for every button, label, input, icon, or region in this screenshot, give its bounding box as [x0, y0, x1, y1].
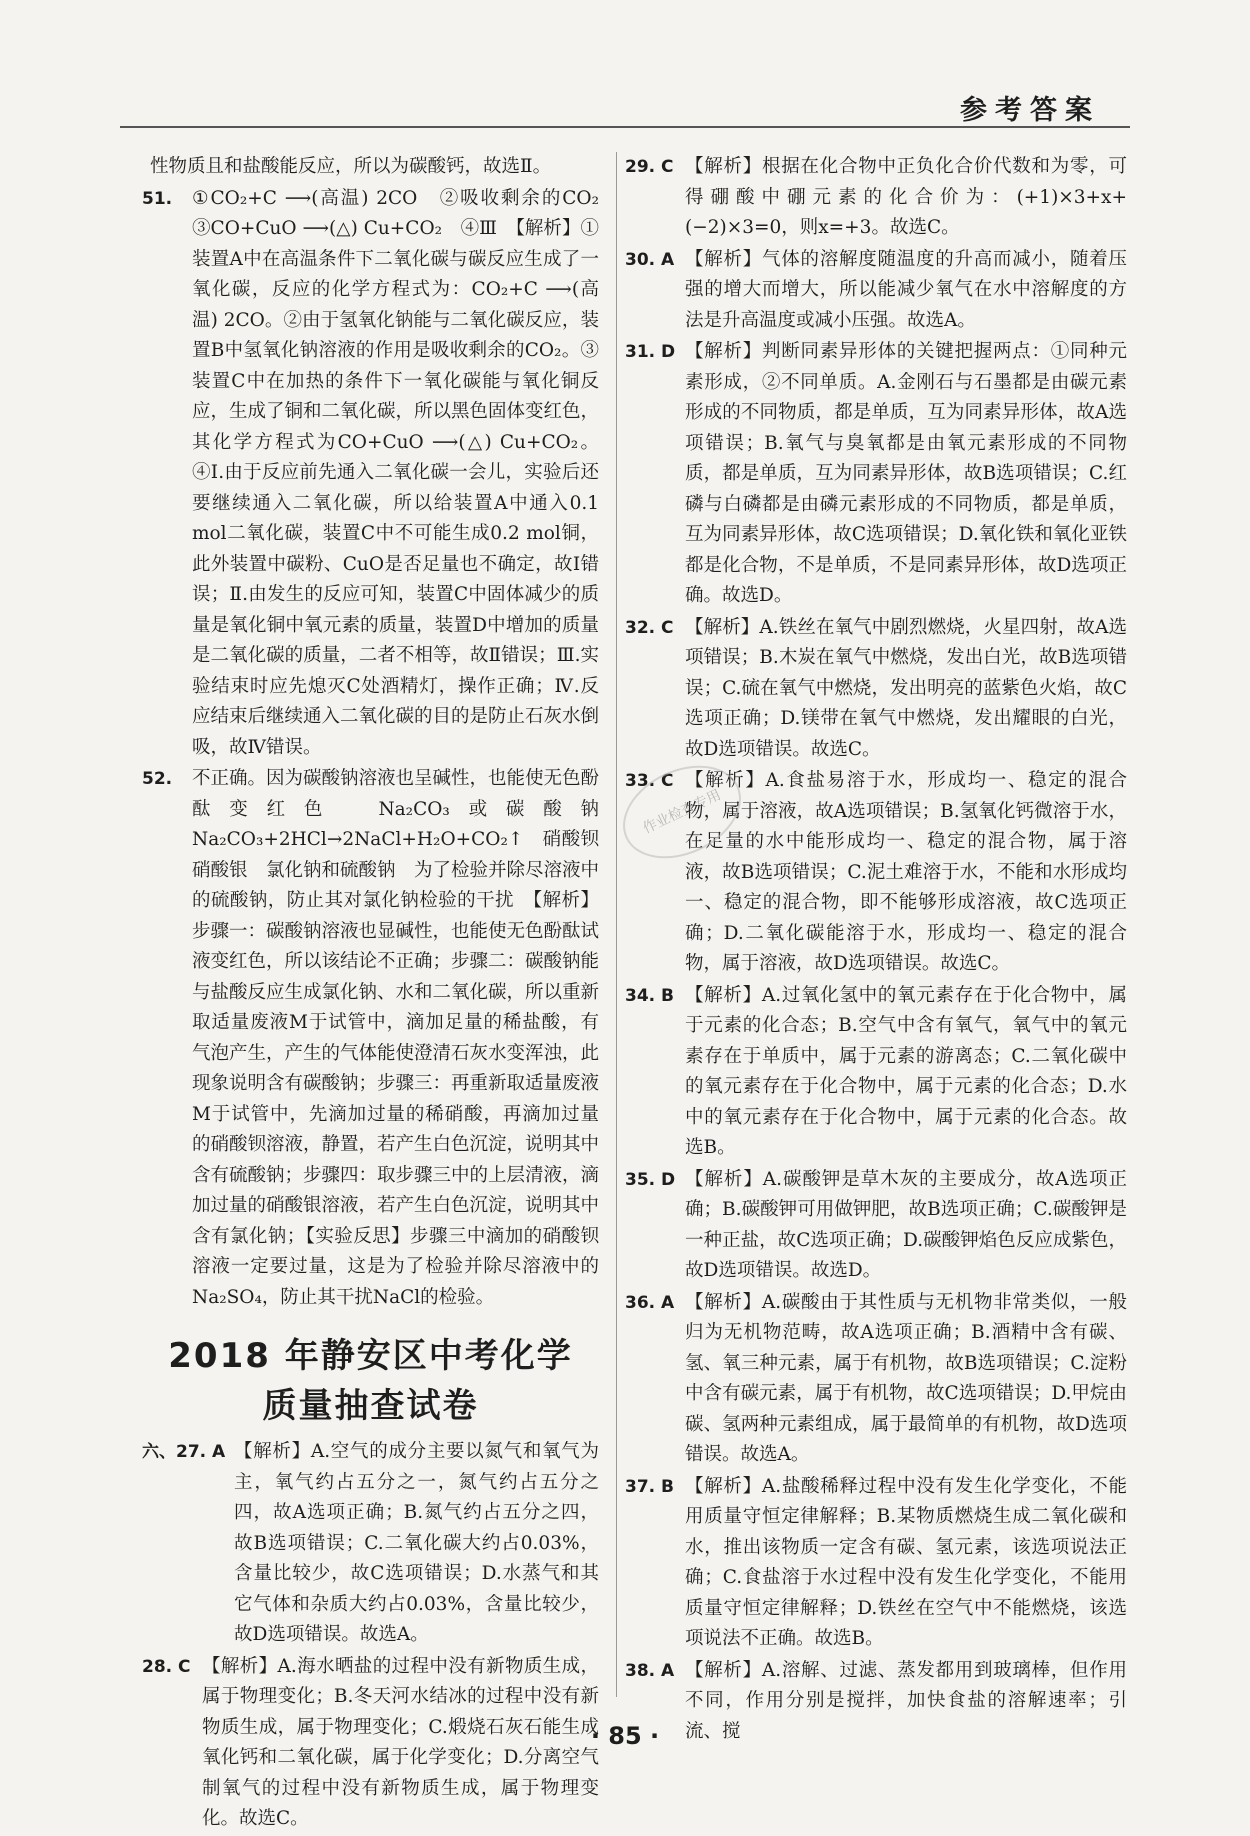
entry-number: 29. C [625, 157, 674, 177]
entry-text: 【解析】A.铁丝在氧气中剧烈燃烧，火星四射，故A选项错误；B.木炭在氧气中燃烧，发出白光，故B选项错误；C.硫在氧气中燃烧，发出明亮的蓝紫色火焰，故C选项正确；D.镁带在氧气中燃烧，发出耀眼的白光，故D选项错误。故选C。 [685, 616, 1127, 760]
entry-text: 【解析】A.海水晒盐的过程中没有新物质生成，属于物理变化；B.冬天河水结冰的过程中没有新物质生成，属于物理变化；C.煅烧石灰石能生成氧化钙和二氧化碳，属于化学变化；D.分离空气制氧气的过程中没有新物质生成，属于物理变化。故选C。 [202, 1655, 599, 1829]
answer-entry-29 [625, 152, 1127, 244]
right-column [625, 152, 1127, 1748]
section-title [142, 1331, 599, 1431]
entry-number: 52. [142, 769, 173, 789]
entry-text: 【解析】气体的溶解度随温度的升高而减小，随着压强的增大而增大，所以能减少氧气在水中溶解度的方法是升高温度或减小压强。故选A。 [685, 248, 1127, 331]
answer-entry-36 [625, 1288, 1127, 1471]
answer-entry-32 [625, 613, 1127, 766]
entry-text: 【解析】A.碳酸钾是草木灰的主要成分，故A选项正确；B.碳酸钾可用做钾肥，故B选项正确；C.碳酸钾是一种正盐，故C选项正确；D.碳酸钾焰色反应成紫色，故D选项错误。故选D。 [685, 1168, 1127, 1281]
answer-entry-27 [142, 1437, 599, 1651]
entry-number: 六、27. A [142, 1442, 226, 1462]
answer-entry-50-continued [142, 152, 599, 183]
entry-number: 28. C [142, 1656, 191, 1677]
entry-number: 35. D [625, 1169, 676, 1190]
left-column [142, 152, 618, 1836]
section-title-line-1: 2018 年静安区中考化学 [168, 1336, 573, 1376]
entry-number: 33. C [625, 771, 674, 791]
entry-number: 37. B [625, 1476, 674, 1497]
entry-text: ①CO₂+C ⟶(高温) 2CO ②吸收剩余的CO₂ ③CO+CuO ⟶(△) Cu+CO₂ ④Ⅲ 【解析】①装置A中在高温条件下二氧化碳与碳反应生成了一氧化碳，反应的化学方程式为：CO₂+C ⟶(高温) 2CO。②由于氢氧化钠能与二氧化碳反应，装置B中氢氧化钠溶液的作用是吸收剩余的CO₂。③装置C中在加热的条件下一氧化碳能与氧化铜反应，生成了铜和二氧化碳，所以黑色固体变红色，其化学方程式为CO+CuO ⟶(△) Cu+CO₂。④Ⅰ.由于反应前先通入二氧化碳一会儿，实验后还要继续通入二氧化碳，所以给装置A中通入0.1 mol二氧化碳，装置C中不可能生成0.2 mol铜，此外装置中碳粉、CuO是否足量也不确定，故Ⅰ错误；Ⅱ.由发生的反应可知，装置C中固体减少的质量是氧化铜中氧元素的质量，装置D中增加的质量是二氧化碳的质量，二者不相等，故Ⅱ错误；Ⅲ.实验结束时应先熄灭C处酒精灯，操作正确；Ⅳ.反应结束后继续通入二氧化碳的目的是防止石灰水倒吸，故Ⅳ错误。 [192, 187, 618, 758]
entry-number: 34. B [625, 985, 674, 1006]
header-title: 参考答案 [960, 95, 1100, 126]
entry-text: 【解析】判断同素异形体的关键把握两点：①同种元素形成，②不同单质。A.金刚石与石墨都是由碳元素形成的不同物质，都是单质，互为同素异形体，故A选项错误；B.氧气与臭氧都是由氧元素形成的不同物质，都是单质，互为同素异形体，故B选项错误；C.红磷与白磷都是由磷元素形成的不同物质，都是单质，互为同素异形体，故C选项错误；D.氧化铁和氧化亚铁都是化合物，不是单质，不是同素异形体，故D选项正确。故选D。 [685, 341, 1127, 606]
entry-text: 【解析】A.盐酸稀释过程中没有发生化学变化，不能用质量守恒定律解释；B.某物质燃烧生成二氧化碳和水，推出该物质一定含有碳、氢元素，该选项说法正确；C.食盐溶于水过程中没有发生化学变化，不能用质量守恒定律解释；D.铁丝在空气中不能燃烧，该选项说法不正确。故选B。 [685, 1475, 1127, 1649]
page-number: · 85 · [590, 1722, 660, 1750]
entry-text: 【解析】A.过氧化氢中的氧元素存在于化合物中，属于元素的化合态；B.空气中含有氧气，氧气中的氧元素存在于单质中，属于元素的游离态；C.二氧化碳中的氧元素存在于化合物中，属于元素的化合态；D.水中的氧元素存在于化合物中，属于元素的化合态。故选B。 [685, 984, 1127, 1158]
answer-entry-51 [142, 184, 618, 764]
answer-entry-34 [625, 981, 1127, 1164]
answer-entry-31 [625, 337, 1127, 612]
entry-number: 30. A [625, 249, 675, 270]
entry-number: 31. D [625, 342, 676, 362]
entry-number: 51. [142, 188, 173, 209]
entry-text: 不正确。因为碳酸钠溶液也呈碱性，也能使无色酚酞变红色 Na₂CO₃或碳酸钠 Na₂CO₃+2HCl→2NaCl+H₂O+CO₂↑ 硝酸钡 硝酸银 氯化钠和硫酸钠 为了检验并除尽溶液中的硫酸钠，防止其对氯化钠检验的干扰 【解析】步骤一：碳酸钠溶液也显碱性，也能使无色酚酞试液变红色，所以该结论不正确；步骤二：碳酸钠能与盐酸反应生成氯化钠、水和二氧化碳，所以重新取适量废液M于试管中，滴加足量的稀盐酸，有气泡产生，产生的气体能使澄清石灰水变浑浊，此现象说明含有碳酸钠；步骤三：再重新取适量废液M于试管中，先滴加过量的稀硝酸，再滴加过量的硝酸钡溶液，静置，若产生白色沉淀，说明其中含有硫酸钠；步骤四：取步骤三中的上层清液，滴加过量的硝酸银溶液，若产生白色沉淀，说明其中含有氯化钠；【实验反思】步骤三中滴加的硝酸钡溶液一定要过量，这是为了检验并除尽溶液中的Na₂SO₄，防止其干扰NaCl的检验。 [192, 768, 618, 1308]
entry-text: 【解析】A.溶解、过滤、蒸发都用到玻璃棒，但作用不同，作用分别是搅拌，加快食盐的溶解速率；引流、搅 [685, 1659, 1127, 1742]
answer-entry-35 [625, 1165, 1127, 1287]
entry-number: 38. A [625, 1660, 675, 1681]
answer-entry-52 [142, 764, 618, 1313]
entry-number: 36. A [625, 1292, 675, 1313]
entry-text: 【解析】A.空气的成分主要以氮气和氧气为主，氧气约占五分之一，氮气约占五分之四，故A选项正确；B.氮气约占五分之四，故B选项错误；C.二氧化碳大约占0.03%，含量比较少，故C选项错误；D.水蒸气和其它气体和杂质大约占0.03%，含量比较少，故D选项错误。故选A。 [234, 1441, 599, 1645]
column-divider [616, 152, 617, 1697]
entry-number: 32. C [625, 617, 674, 638]
entry-text: 【解析】A.碳酸由于其性质与无机物非常类似，一般归为无机物范畴，故A选项正确；B.酒精中含有碳、氢、氧三种元素，属于有机物，故B选项错误；C.淀粉中含有碳元素，属于有机物，故C选项错误；D.甲烷由碳、氢两种元素组成，属于最简单的有机物，故D选项错误。故选A。 [685, 1291, 1127, 1465]
answer-entry-30 [625, 245, 1127, 337]
entry-text: 【解析】根据在化合物中正负化合价代数和为零，可得硼酸中硼元素的化合价为：(+1)×3+x+(−2)×3=0，则x=+3。故选C。 [685, 156, 1127, 238]
header-rule [120, 126, 1130, 128]
entry-text: 【解析】A.食盐易溶于水，形成均一、稳定的混合物，属于溶液，故A选项错误；B.氢氧化钙微溶于水，在足量的水中能形成均一、稳定的混合物，属于溶液，故B选项错误；C.泥土难溶于水，不能和水形成均一、稳定的混合物，即不能够形成溶液，故C选项正确；D.二氧化碳能溶于水，形成均一、稳定的混合物，属于溶液，故D选项错误。故选C。 [685, 770, 1127, 974]
answer-entry-37 [625, 1472, 1127, 1655]
section-title-line-2: 质量抽查试卷 [262, 1386, 479, 1426]
entry-text: 性物质且和盐酸能反应，所以为碳酸钙，故选Ⅱ。 [150, 156, 552, 177]
watermark-stamp: 作业检查专用 [608, 748, 756, 877]
